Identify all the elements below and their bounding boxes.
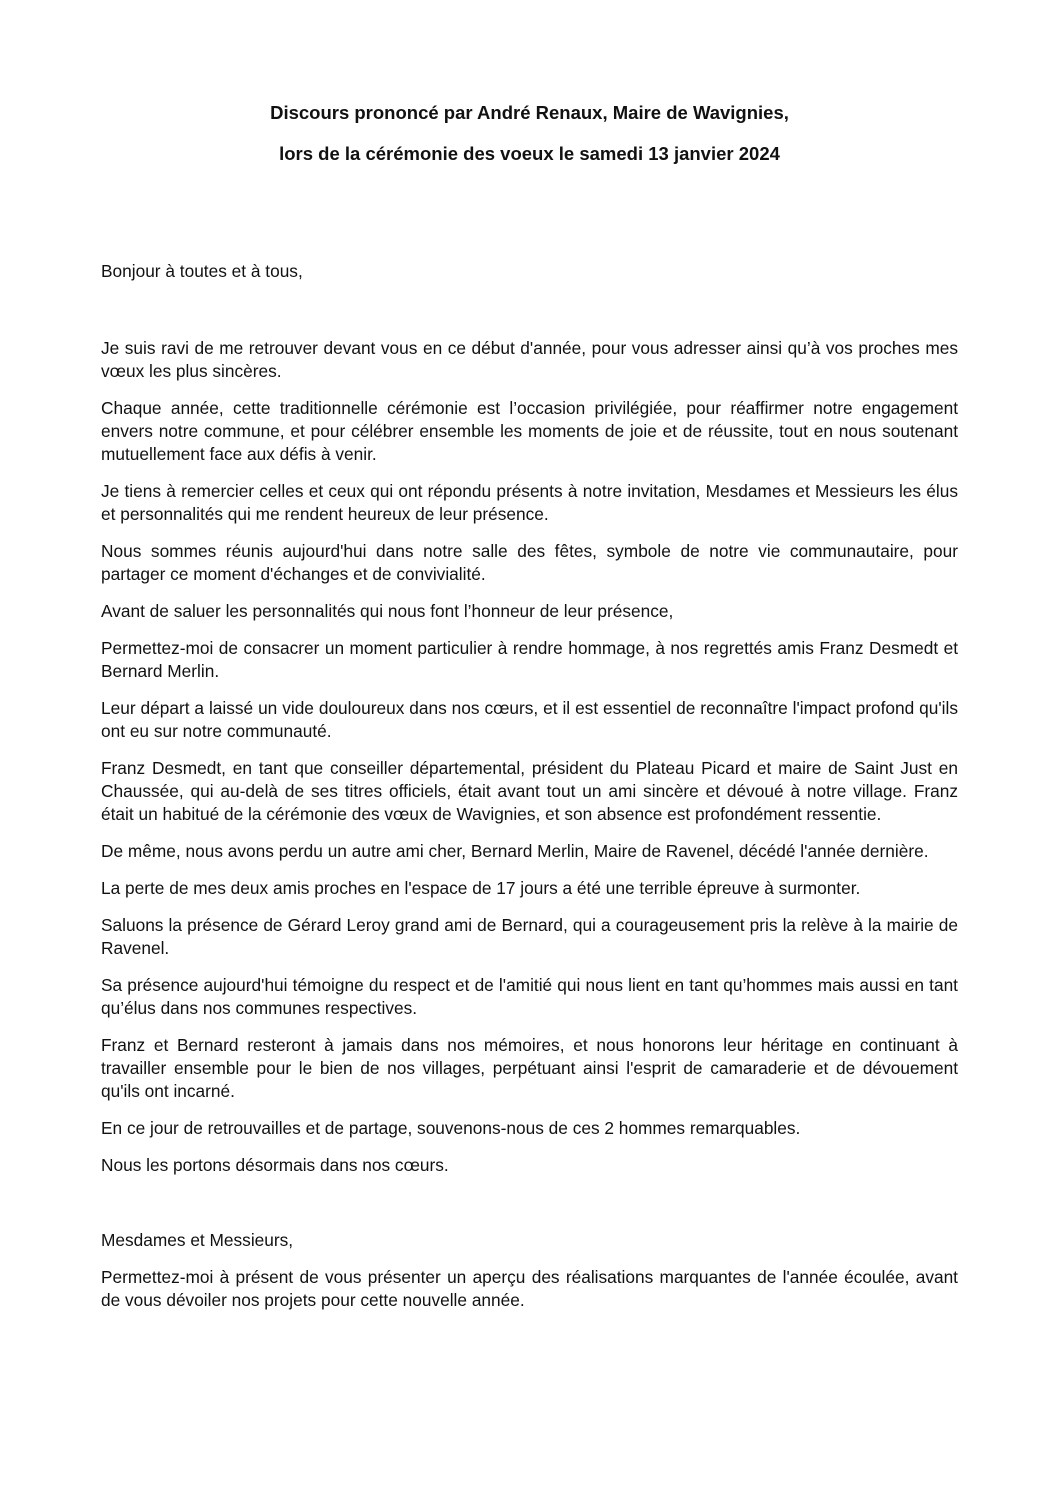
closing-paragraph: Permettez-moi à présent de vous présenter un aperçu des réalisations marquantes de l'année écoulée, avant de vous dévoiler nos projets pour cette nouvelle année. — [101, 1267, 958, 1310]
opening-greeting: Bonjour à toutes et à tous, — [101, 261, 303, 281]
speech-body — [101, 260, 958, 1326]
paragraph: Je tiens à remercier celles et ceux qui ont répondu présents à notre invitation, Mesdames et Messieurs les élus et personnalités qui me rendent heureux de leur présence. — [101, 481, 958, 524]
paragraph: Nous les portons désormais dans nos cœurs. — [101, 1155, 449, 1175]
paragraph: Franz et Bernard resteront à jamais dans nos mémoires, et nous honorons leur héritage en continuant à travailler ensemble pour le bien de nos villages, perpétuant ainsi l'esprit de camaraderie et de dévouement qu'ils ont incarné. — [101, 1035, 958, 1101]
title-line-2: lors de la cérémonie des voeux le samedi 13 janvier 2024 — [279, 143, 780, 164]
paragraph: Sa présence aujourd'hui témoigne du respect et de l'amitié qui nous lient en tant qu’hommes mais aussi en tant qu’élus dans nos communes respectives. — [101, 975, 958, 1018]
paragraph: Avant de saluer les personnalités qui nous font l’honneur de leur présence, — [101, 601, 674, 621]
paragraph: Leur départ a laissé un vide douloureux dans nos cœurs, et il est essentiel de reconnaître l'impact profond qu'ils ont eu sur notre communauté. — [101, 698, 958, 741]
title-line-1: Discours prononcé par André Renaux, Maire de Wavignies, — [270, 102, 789, 123]
spacer — [101, 1191, 958, 1229]
paragraph: Je suis ravi de me retrouver devant vous en ce début d'année, pour vous adresser ainsi qu’à vos proches mes vœux les plus sincères. — [101, 338, 958, 381]
paragraph: En ce jour de retrouvailles et de partage, souvenons-nous de ces 2 hommes remarquables. — [101, 1118, 801, 1138]
paragraph: Permettez-moi de consacrer un moment particulier à rendre hommage, à nos regrettés amis Franz Desmedt et Bernard Merlin. — [101, 638, 958, 681]
paragraph: Nous sommes réunis aujourd'hui dans notre salle des fêtes, symbole de notre vie communautaire, pour partager ce moment d'échanges et de convivialité. — [101, 541, 958, 584]
paragraph: Saluons la présence de Gérard Leroy grand ami de Bernard, qui a courageusement pris la relève à la mairie de Ravenel. — [101, 915, 958, 958]
paragraph: Chaque année, cette traditionnelle cérémonie est l’occasion privilégiée, pour réaffirmer notre engagement envers notre commune, et pour célébrer ensemble les moments de joie et de réussite, tout en nous soutenant mutuellement face aux défis à venir. — [101, 398, 958, 464]
paragraph: La perte de mes deux amis proches en l'espace de 17 jours a été une terrible épreuve à surmonter. — [101, 878, 861, 898]
section-greeting: Mesdames et Messieurs, — [101, 1230, 294, 1250]
paragraph: Franz Desmedt, en tant que conseiller départemental, président du Plateau Picard et maire de Saint Just en Chaussée, qui au-delà de ses titres officiels, était avant tout un ami sincère et dévoué à notre village. Franz était un habitué de la cérémonie des vœux de Wavignies, et son absence est profondément ressentie. — [101, 758, 958, 824]
spacer — [101, 283, 958, 337]
document-title — [101, 100, 958, 182]
paragraph: De même, nous avons perdu un autre ami cher, Bernard Merlin, Maire de Ravenel, décédé l'année dernière. — [101, 841, 929, 861]
